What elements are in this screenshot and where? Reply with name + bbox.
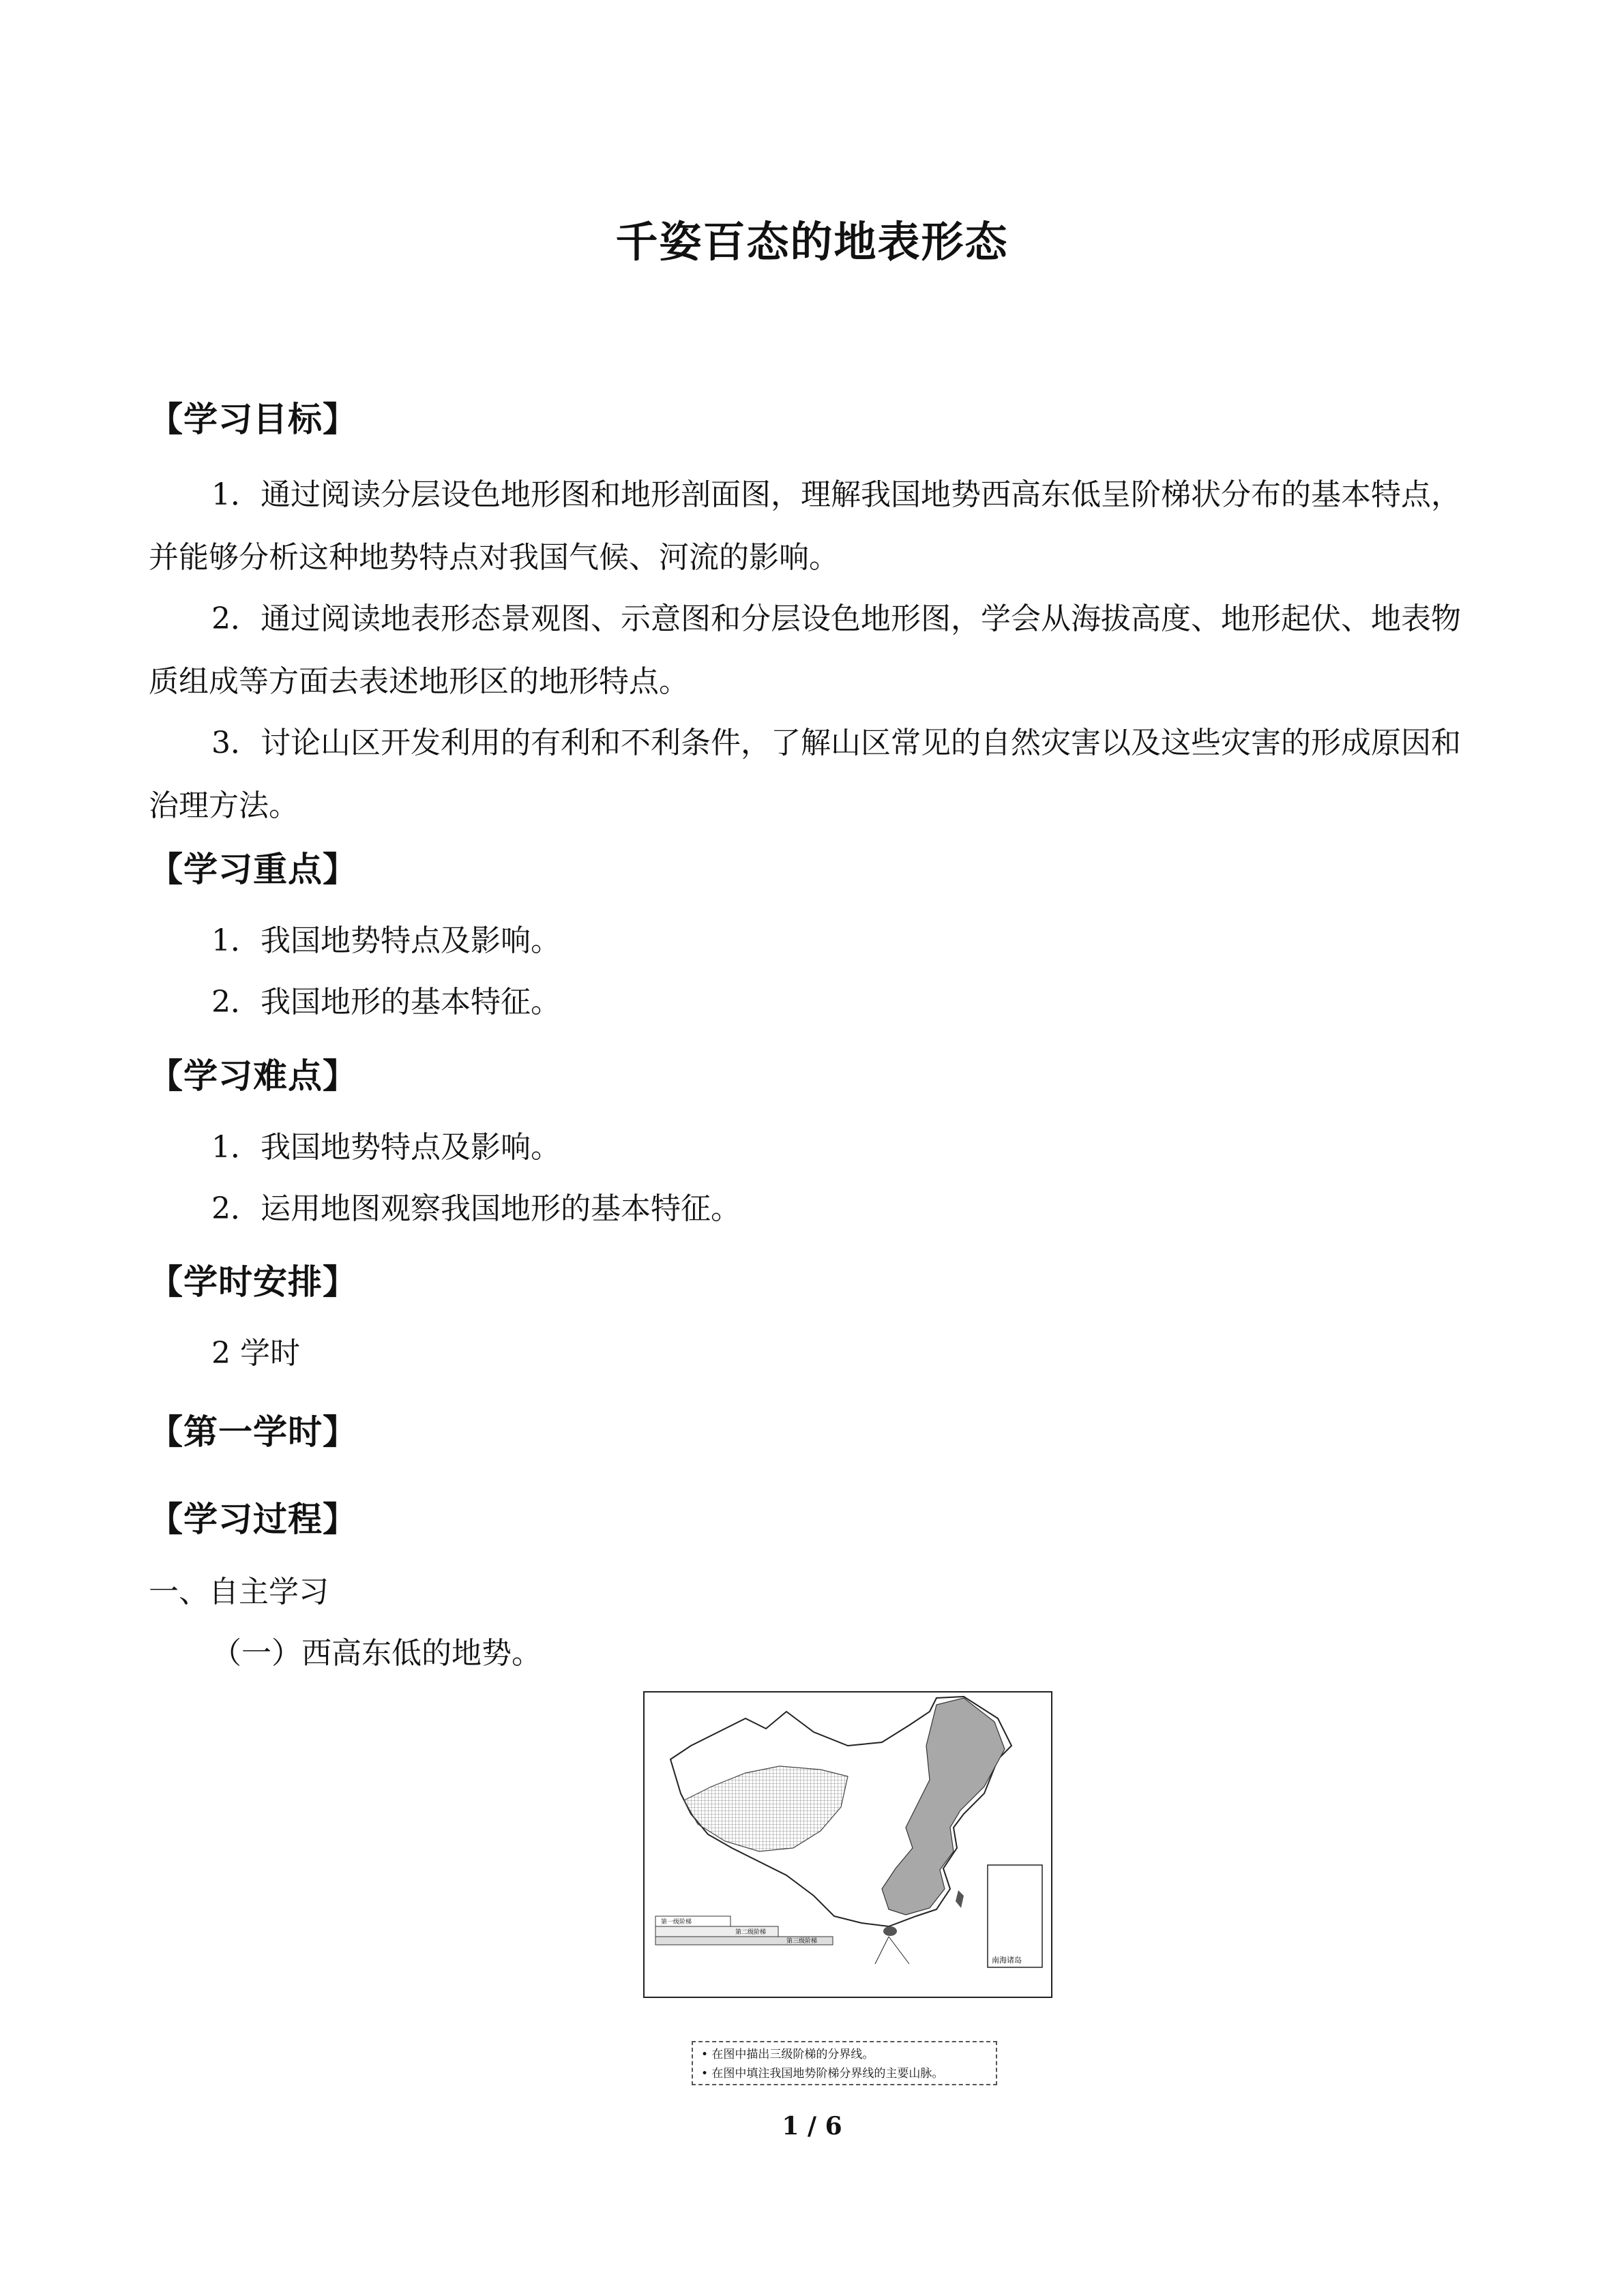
process-heading: 【学习过程】 [149,1500,357,1539]
difficulty-1: 1．我国地势特点及影响。 [211,1130,561,1165]
instruction-1: • 在图中描出三级阶梯的分界线。 [701,2048,874,2061]
schedule-text: 2 学时 [211,1336,300,1371]
key-point-2: 2．我国地形的基本特征。 [211,985,561,1019]
subsection-heading: （一）西高东低的地势。 [211,1636,542,1671]
self-study-heading: 一、自主学习 [149,1575,329,1609]
inset-label: 南海诸岛 [992,1956,1022,1965]
china-terrain-steps-map [643,1691,1052,1998]
step-label-1: 第一级阶梯 [661,1919,692,1926]
step-label-2: 第二级阶梯 [735,1929,767,1936]
schedule-heading: 【学时安排】 [149,1262,357,1302]
objective-1: 1．通过阅读分层设色地形图和地形剖面图，理解我国地势西高东低呈阶梯状分布的基本特点，并能够分析这种地势特点对我国气候、河流的影响。 [149,477,1461,575]
objectives-heading: 【学习目标】 [149,400,357,439]
page-title: 千姿百态的地表形态 [615,217,1009,267]
map-instructions [692,2041,997,2085]
key-points-heading: 【学习重点】 [149,850,357,889]
south-china-sea-inset [988,1865,1042,1967]
key-point-1: 1．我国地势特点及影响。 [211,923,561,958]
page-number: 1 / 6 [782,2112,842,2141]
difficulty-2: 2．运用地图观察我国地形的基本特征。 [211,1191,741,1226]
step-label-3: 第三级阶梯 [786,1938,818,1945]
instruction-2: • 在图中填注我国地势阶梯分界线的主要山脉。 [701,2067,944,2081]
first-period-heading: 【第一学时】 [149,1412,357,1452]
objective-3: 3．讨论山区开发利用的有利和不利条件，了解山区常见的自然灾害以及这些灾害的形成原因和治理方法。 [149,726,1461,823]
difficulties-heading: 【学习难点】 [149,1056,357,1096]
objective-2: 2．通过阅读地表形态景观图、示意图和分层设色地形图，学会从海拔高度、地形起伏、地表物质组成等方面去表述地形区的地形特点。 [149,601,1461,699]
hainan-island [883,1926,897,1936]
